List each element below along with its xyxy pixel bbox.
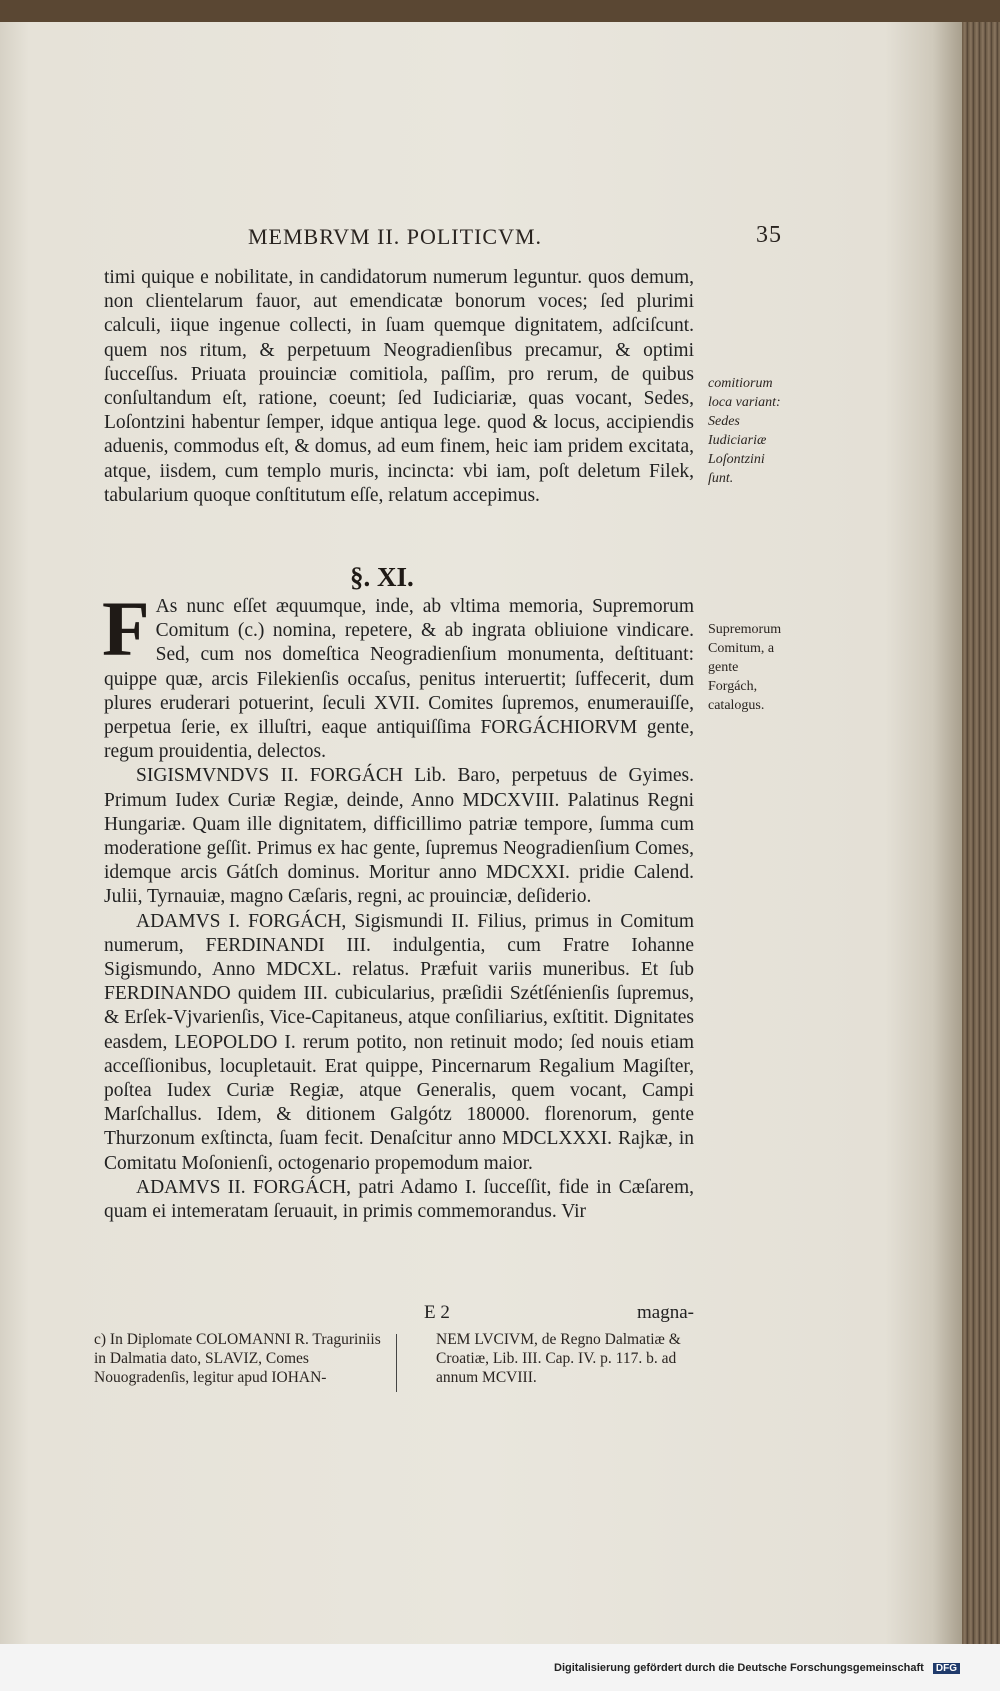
paragraph-4: ADAMVS I. FORGÁCH, Sigismundi II. Filius, primus in Comitum numerum, FERDINANDI III. indulgentia, cum Fratre Iohanne Sigismundo, Anno MDCXL. relatus. Præfuit variis muneribus. Et ſub FERDINANDO quidem III. cubicularius, præſidii Szétſénienſis ſupremus, & Erſek-Vjvarienſis, Vice-Capitaneus, atque conſiliarius, exſtitit. Dignitates easdem, LEOPOLDO I. rerum potito, non retinuit modo; ſed nouis etiam acceſſionibus, locupletauit. Erat quippe, Pincernarum Regalium Magiſter, poſtea Iudex Curiæ Regiæ, atque Generalis, quem vocant, Campi Marſchallus. Idem, & ditionem Galgótz 180000. florenorum, gente Thurzonum exſtincta, ſuam fecit. Denaſcitur anno MDCLXXXI. Rajkæ, in Comitatu Moſonienſi, octogenario propemodum maior. — [104, 910, 694, 1174]
margin-note-2: Supremorum Comitum, a gente Forgách, catalogus. — [708, 622, 782, 713]
footnote-right: NEM LVCIVM, de Regno Dalmatiæ & Croatiæ, Lib. III. Cap. IV. p. 117. b. ad annum MCVIII. — [436, 1331, 681, 1386]
paragraph-2 — [102, 585, 694, 764]
drop-cap: F — [102, 585, 150, 672]
section-body — [102, 585, 694, 1224]
section-heading: §. XI. — [350, 562, 414, 592]
paragraph-1: timi quique e nobilitate, in candidatorum numerum leguntur. quos demum, non clientelarum fauor, aut emendicatæ bonorum voces; ſed plurimi calculi, iique ingenue collecti, in ſuam quemque dignitatem, adſciſcunt. quem nos ritum, & perpetuum Neogradienſibus precamur, & optimi ſucceſſus. Priuata prouinciæ comitiola, paſſim, pro rerum, de quibus conſultandum eſt, ratione, coeunt; ſed Iudiciariæ, quas vocant, Sedes, Loſontzini habentur ſemper, idque antiqua lege. quod & locus, accipiendis aduenis, commodus eſt, & domus, ad eum finem, heic iam pridem excitata, atque, iisdem, cum templo muris, incincta: vbi iam, poſt deletum Filek, tabularium quoque conſtitutum eſſe, relatum accepimus. — [104, 267, 694, 506]
signature-mark: E 2 — [424, 1302, 450, 1323]
book-page-edges — [962, 22, 1000, 1644]
margin-note-1: comitiorum loca variant: Sedes Iudiciariæ Loſontzini ſunt. — [708, 376, 781, 486]
paragraph-3: SIGISMVNDVS II. FORGÁCH Lib. Baro, perpetuus de Gyimes. Primum Iudex Curiæ Regiæ, deinde, Anno MDCXVIII. Palatinus Regni Hungariæ. Quam ille dignitatem, difficillimo patriæ tempore, ſumma cum moderatione geſſit. Primus ex hac gente, ſupremus Neogradienſium Comes, idemque arcis Gátſch dominus. Moritur anno MDCXXI. pridie Calend. Julii, Tyrnauiæ, magno Cæſaris, regni, ac prouinciæ, deſiderio. — [104, 765, 694, 908]
footnote-divider — [396, 1334, 397, 1392]
dfg-logo: DFG — [933, 1663, 960, 1674]
footnote-left: c) In Diplomate COLOMANNI R. Traguriniis in Dalmatia dato, SLAVIZ, Comes Nouogradenſis, legitur apud IOHAN- — [94, 1331, 381, 1386]
book-top-edge — [0, 0, 1000, 24]
running-title: MEMBRVM II. POLITICVM. — [248, 224, 543, 249]
catchword: magna- — [637, 1302, 694, 1323]
paragraph-5: ADAMVS II. FORGÁCH, patri Adamo I. ſucceſſit, fide in Cæſarem, quam ei intemeratam ſeruauit, in primis commemorandus. Vir — [104, 1176, 694, 1223]
signature-line — [104, 1302, 694, 1326]
page-number: 35 — [756, 222, 782, 248]
digitization-credit — [554, 1662, 960, 1674]
paragraph-2-text: As nunc eſſet æquumque, inde, ab vltima memoria, Supremorum Comitum (c.) nomina, repetere, & ab ingrata obliuione vindicare. Sed, cum nos domeſtica Neogradienſium monumenta, deſtituant: quippe quæ, arcis Filekienſis occaſus, penitus interuertit; ſuffecerit, dum plures eruderari potuerint, ſeculi XVII. Comites ſupremos, enumerauiſſe, perpetua ſerie, ex illuſtri, eaque antiquiſſima FORGÁCHIORVM gente, regum prouidentia, delectos. — [104, 596, 694, 763]
paragraph-opening — [104, 266, 694, 508]
credit-text: Digitalisierung gefördert durch die Deutsche Forschungsgemeinschaft — [554, 1662, 924, 1674]
